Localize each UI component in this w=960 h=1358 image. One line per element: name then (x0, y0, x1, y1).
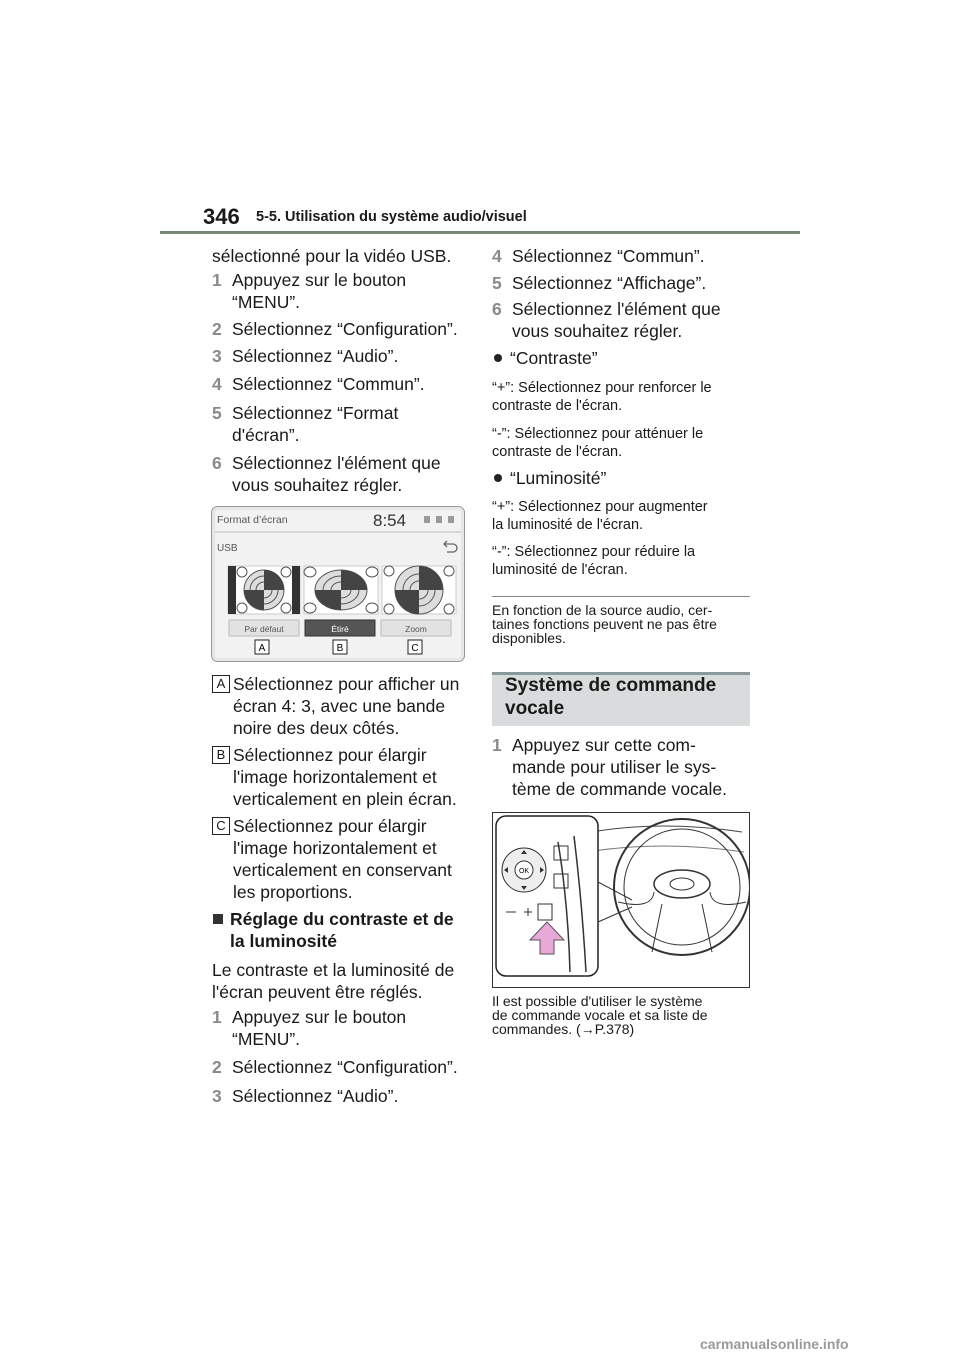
page-number: 346 (203, 204, 240, 229)
stretched-button[interactable] (305, 620, 375, 636)
step-line: vous souhaitez régler. (232, 475, 403, 495)
subheading (230, 908, 454, 952)
header-rule (160, 231, 800, 234)
ok-label: OK (518, 868, 530, 875)
step-line: Sélectionnez “Affichage”. (512, 273, 707, 293)
callout-line: l'image horizontalement et (233, 767, 437, 787)
default-button-label: Par défaut (244, 624, 284, 634)
steering-wheel-illustration (492, 812, 750, 988)
desc-line: “+”: Sélectionnez pour renforcer le (492, 380, 712, 396)
callout-a (255, 640, 269, 654)
brightness-minus (492, 543, 695, 579)
desc-line: la luminosité de l'écran. (492, 517, 644, 533)
contrast-minus (492, 425, 703, 461)
step-number: 4 (492, 246, 502, 266)
heading-line: Système de commande (505, 675, 717, 696)
desc-line: luminosité de l'écran. (492, 562, 628, 578)
brightness-label: “Luminosité” (510, 468, 607, 488)
screen-format-illustration (211, 506, 465, 662)
step-number: 4 (212, 374, 222, 394)
note-line: taines fonctions peuvent ne pas être (492, 616, 717, 632)
stretched-button-label: Étiré (331, 624, 349, 634)
heading-line: vocale (505, 698, 565, 719)
note-line: disponibles. (492, 630, 566, 646)
step-line: vous souhaitez régler. (512, 321, 683, 341)
svg-text:C: C (411, 643, 419, 654)
subheading-square-icon (213, 914, 223, 924)
step-line: Sélectionnez “Configuration”. (232, 1057, 458, 1077)
zoom-button[interactable] (381, 620, 451, 636)
step-number: 5 (212, 403, 222, 423)
step-line: “MENU”. (232, 1029, 301, 1049)
step-line: “MENU”. (232, 292, 301, 312)
step-line: Sélectionnez “Format (232, 403, 399, 423)
contrast-label: “Contraste” (510, 348, 598, 368)
callout-line: verticalement en plein écran. (233, 789, 457, 809)
step-line: Sélectionnez “Audio”. (232, 346, 399, 366)
callout-line: Sélectionnez pour élargir (233, 745, 427, 765)
preview-stretched[interactable] (304, 566, 378, 614)
note-line: En fonction de la source audio, cer- (492, 602, 713, 618)
callout-b (333, 640, 347, 654)
step-number: 5 (492, 273, 502, 293)
letter-box-a: A (212, 675, 230, 693)
bullet-icon (494, 474, 502, 482)
svg-text:B: B (336, 643, 344, 654)
step-line: mande pour utiliser le sys- (512, 757, 717, 777)
zoom-button-label: Zoom (405, 624, 427, 634)
caption-line: de commande vocale et sa liste de (492, 1007, 708, 1023)
callout-line: l'image horizontalement et (233, 838, 437, 858)
paragraph-line: Le contraste et la luminosité de (212, 960, 455, 980)
callout-line: écran 4: 3, avec une bande (233, 696, 446, 716)
watermark: carmanualsonline.info (700, 1336, 849, 1352)
wheel-caption (492, 994, 708, 1036)
preview-zoom[interactable] (382, 566, 456, 614)
intro-text: sélectionné pour la vidéo USB. (212, 246, 452, 266)
callout-a-text (233, 673, 459, 739)
desc-line: contraste de l'écran. (492, 444, 623, 460)
step-number: 3 (212, 346, 222, 366)
step-line: Sélectionnez “Commun”. (512, 246, 705, 266)
letter-box-c: C (212, 817, 230, 835)
contrast-paragraph (212, 959, 454, 1003)
step-line: tème de commande vocale. (512, 779, 727, 799)
callout-line: noire des deux côtés. (233, 718, 400, 738)
caption-line: commandes. (→P.378) (492, 1021, 635, 1037)
step-number: 2 (212, 1057, 222, 1077)
step-number: 6 (492, 299, 502, 319)
step-number: 1 (212, 1007, 222, 1027)
step-line: Sélectionnez l'élément que (512, 299, 721, 319)
svg-text:A: A (258, 643, 266, 654)
step-line: Appuyez sur le bouton (232, 1007, 407, 1027)
desc-line: “+”: Sélectionnez pour augmenter (492, 499, 708, 515)
screen-title: Format d’écran (217, 514, 288, 526)
step-line: Sélectionnez “Configuration”. (232, 319, 458, 339)
desc-line: “-”: Sélectionnez pour réduire la (492, 544, 696, 560)
callout-line: verticalement en conservant (233, 860, 452, 880)
caption-line: Il est possible d'utiliser le système (492, 993, 703, 1009)
subheading-line: la luminosité (230, 931, 337, 951)
subheading-line: Réglage du contraste et de (230, 909, 454, 929)
step-number: 1 (212, 270, 222, 290)
desc-line: contraste de l'écran. (492, 398, 623, 414)
step-line: Sélectionnez “Commun”. (232, 374, 425, 394)
letter-box-b: B (212, 746, 230, 764)
section-title: 5-5. Utilisation du système audio/visuel (256, 209, 527, 225)
note-divider (492, 596, 750, 597)
callout-c (408, 640, 422, 654)
bullet-icon (494, 354, 502, 362)
desc-line: “-”: Sélectionnez pour atténuer le (492, 426, 704, 442)
step-number: 1 (492, 735, 502, 755)
callout-line: Sélectionnez pour élargir (233, 816, 427, 836)
step-number: 2 (212, 319, 222, 339)
step-line: Appuyez sur le bouton (232, 270, 407, 290)
step-line: Sélectionnez “Audio”. (232, 1086, 399, 1106)
default-button[interactable] (229, 620, 299, 636)
callout-b-text (233, 744, 457, 810)
note-text (492, 603, 717, 645)
callout-c-text (233, 815, 452, 903)
preview-default[interactable] (228, 566, 300, 614)
step-line: Sélectionnez l'élément que (232, 453, 441, 473)
contrast-plus (492, 379, 712, 415)
screen-source: USB (217, 543, 238, 554)
paragraph-line: l'écran peuvent être réglés. (212, 982, 423, 1002)
step-line: Appuyez sur cette com- (512, 735, 696, 755)
brightness-plus (492, 498, 708, 534)
step-number: 3 (212, 1086, 222, 1106)
step-line: d'écran”. (232, 425, 300, 445)
screen-time: 8:54 (373, 511, 407, 530)
step-number: 6 (212, 453, 222, 473)
voice-heading (505, 674, 716, 720)
callout-line: les proportions. (233, 882, 353, 902)
callout-line: Sélectionnez pour afficher un (233, 674, 460, 694)
status-icons (424, 516, 454, 523)
